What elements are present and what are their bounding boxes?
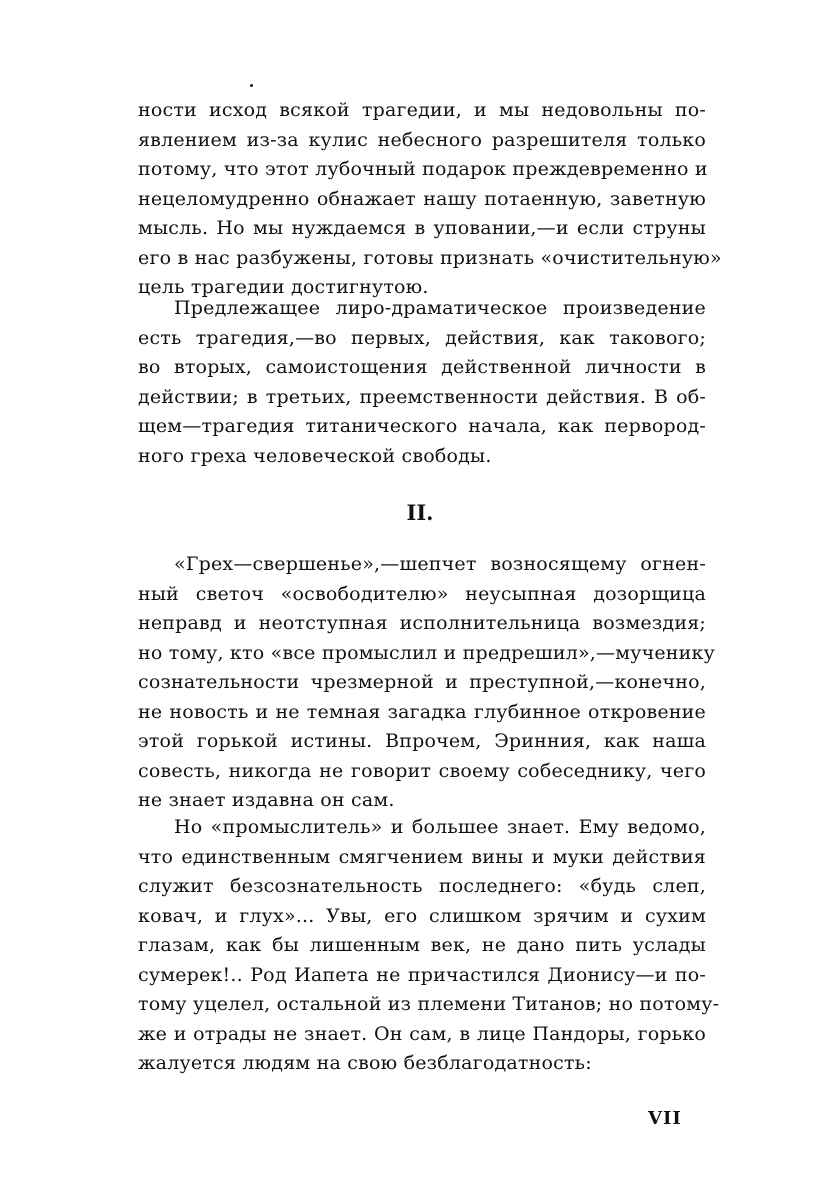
text-line: этой горькой истины. Впрочем, Эринния, как наша xyxy=(138,730,706,752)
text-line: Но «промыслитель» и большее знает. Ему ведомо, xyxy=(174,816,706,838)
text-line: потому, что этот лубочный подарок преждевременно и xyxy=(138,158,708,180)
text-line: «Грех—свершенье»,—шепчет возносящему огнен- xyxy=(174,553,706,575)
text-line: не знает издавна он сам. xyxy=(138,789,395,811)
text-line: но тому, кто «все промыслил и предрешил»,—мученику xyxy=(138,641,715,664)
page-number: VII xyxy=(648,1108,682,1129)
text-line: же и отрады не знает. Он сам, в лице Пандоры, горько xyxy=(138,1022,706,1045)
text-line: его в нас разбужены, готовы признать «очистительную» xyxy=(138,246,722,269)
text-line: мысль. Но мы нуждаемся в уповании,—и если струны xyxy=(138,217,706,239)
paragraph-3 xyxy=(138,550,715,816)
text-line: жалуется людям на свою безблагодатность: xyxy=(138,1052,592,1074)
text-line: тому уцелел, остальной из племени Титанов; но потому- xyxy=(138,993,720,1015)
text-line: служит безсознательность последнего: «будь слеп, xyxy=(138,875,706,897)
text-line: нецеломудренно обнажает нашу потаенную, заветную xyxy=(138,187,706,210)
ink-speck xyxy=(250,84,253,87)
text-line: совесть, никогда не говорит своему собеседнику, чего xyxy=(138,759,706,782)
paragraph-1 xyxy=(138,96,722,303)
text-line: сознательности чрезмерной и преступной,—конечно, xyxy=(138,671,706,693)
text-line: что единственным смягчением вины и муки действия xyxy=(138,845,706,868)
text-line: во вторых, самоистощения действенной личности в xyxy=(138,356,706,378)
text-line: глазам, как бы лишенным век, не дано пить услады xyxy=(138,934,706,956)
text-line: не новость и не темная загадка глубинное откровение xyxy=(138,700,706,723)
text-line: сумерек!.. Род Иапета не причастился Дионису—и по- xyxy=(138,963,706,986)
text-line: Предлежащее лиро-драматическое произведение xyxy=(174,297,706,319)
text-line: ный светоч «освободителю» неусыпная дозорщица xyxy=(138,582,706,605)
paragraph-4 xyxy=(138,813,720,1079)
paragraph-2 xyxy=(138,294,706,471)
text-line: ного греха человеческой свободы. xyxy=(138,444,492,467)
text-line: явлением из-за кулис небесного разрешителя только xyxy=(138,128,706,151)
text-line: есть трагедия,—во первых, действия, как такового; xyxy=(138,326,706,349)
text-line: неправд и неотступная исполнительница возмездия; xyxy=(138,612,706,634)
text-line: цель трагедии достигнутою. xyxy=(138,276,429,298)
text-line: ковач, и глух»... Увы, его слишком зрячим и сухим xyxy=(138,904,706,927)
text-line: ности исход всякой трагедии, и мы недовольны по- xyxy=(138,99,706,121)
section-heading: II. xyxy=(406,500,434,525)
text-line: щем—трагедия титанического начала, как первород- xyxy=(138,415,706,437)
text-line: действии; в третьих, преемственности действия. В об- xyxy=(138,385,706,408)
